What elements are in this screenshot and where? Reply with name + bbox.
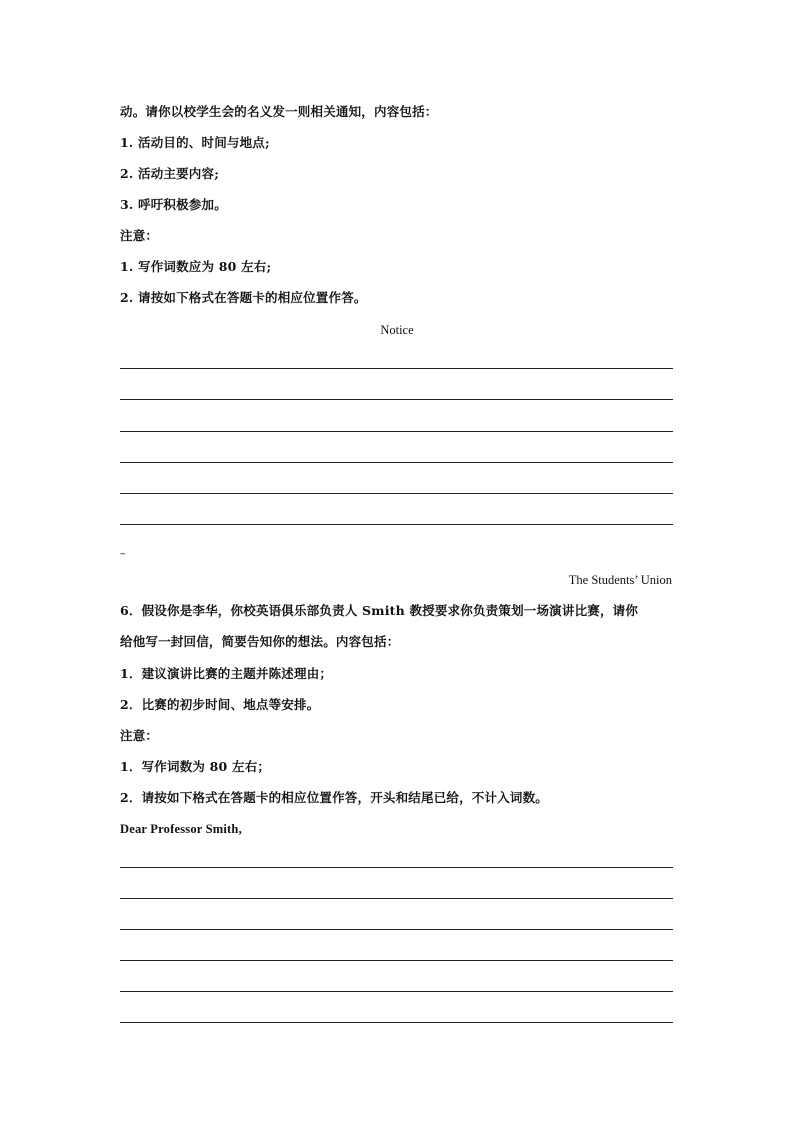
- section1-note-label: 注意：: [120, 228, 159, 243]
- writing-line: [120, 1022, 673, 1023]
- section2-item-1: 1．建议演讲比赛的主题并陈述理由；: [120, 666, 333, 681]
- writing-line: [120, 524, 673, 525]
- section1-item-2: 2. 活动主要内容;: [120, 166, 220, 181]
- section2-note-1: 1．写作词数为 80 左右；: [120, 759, 271, 774]
- writing-line: [120, 898, 673, 899]
- section1-item-3: 3. 呼吁积极参加。: [120, 197, 227, 212]
- writing-line: [120, 368, 673, 369]
- section1-item-1: 1. 活动目的、时间与地点;: [120, 135, 270, 150]
- section2-prompt-line-2: 给他写一封回信，简要告知你的想法。内容包括：: [120, 634, 400, 649]
- writing-line: [120, 462, 673, 463]
- writing-line: [120, 493, 673, 494]
- section2-note-label: 注意：: [120, 728, 159, 743]
- section2-item-2: 2．比赛的初步时间、地点等安排。: [120, 697, 320, 712]
- writing-line: [120, 867, 673, 868]
- section2-note-2: 2．请按如下格式在答题卡的相应位置作答，开头和结尾已给，不计入词数。: [120, 790, 548, 805]
- signature-students-union: The Students’ Union: [568, 573, 672, 587]
- section2-prompt-line-1: 6．假设你是李华，你校英语俱乐部负责人 Smith 教授要求你负责策划一场演讲比赛，请你: [120, 603, 639, 618]
- stray-dash: –: [120, 547, 126, 560]
- notice-title: Notice: [380, 323, 414, 337]
- writing-line: [120, 929, 673, 930]
- writing-line: [120, 399, 673, 400]
- writing-line: [120, 991, 673, 992]
- letter-salutation: Dear Professor Smith,: [120, 822, 242, 836]
- section1-intro-text: 动。请你以校学生会的名义发一则相关通知，内容包括：: [120, 104, 438, 119]
- section1-note-1: 1. 写作词数应为 80 左右;: [120, 259, 272, 274]
- writing-line: [120, 960, 673, 961]
- section1-note-2: 2. 请按如下格式在答题卡的相应位置作答。: [120, 290, 367, 305]
- writing-line: [120, 431, 673, 432]
